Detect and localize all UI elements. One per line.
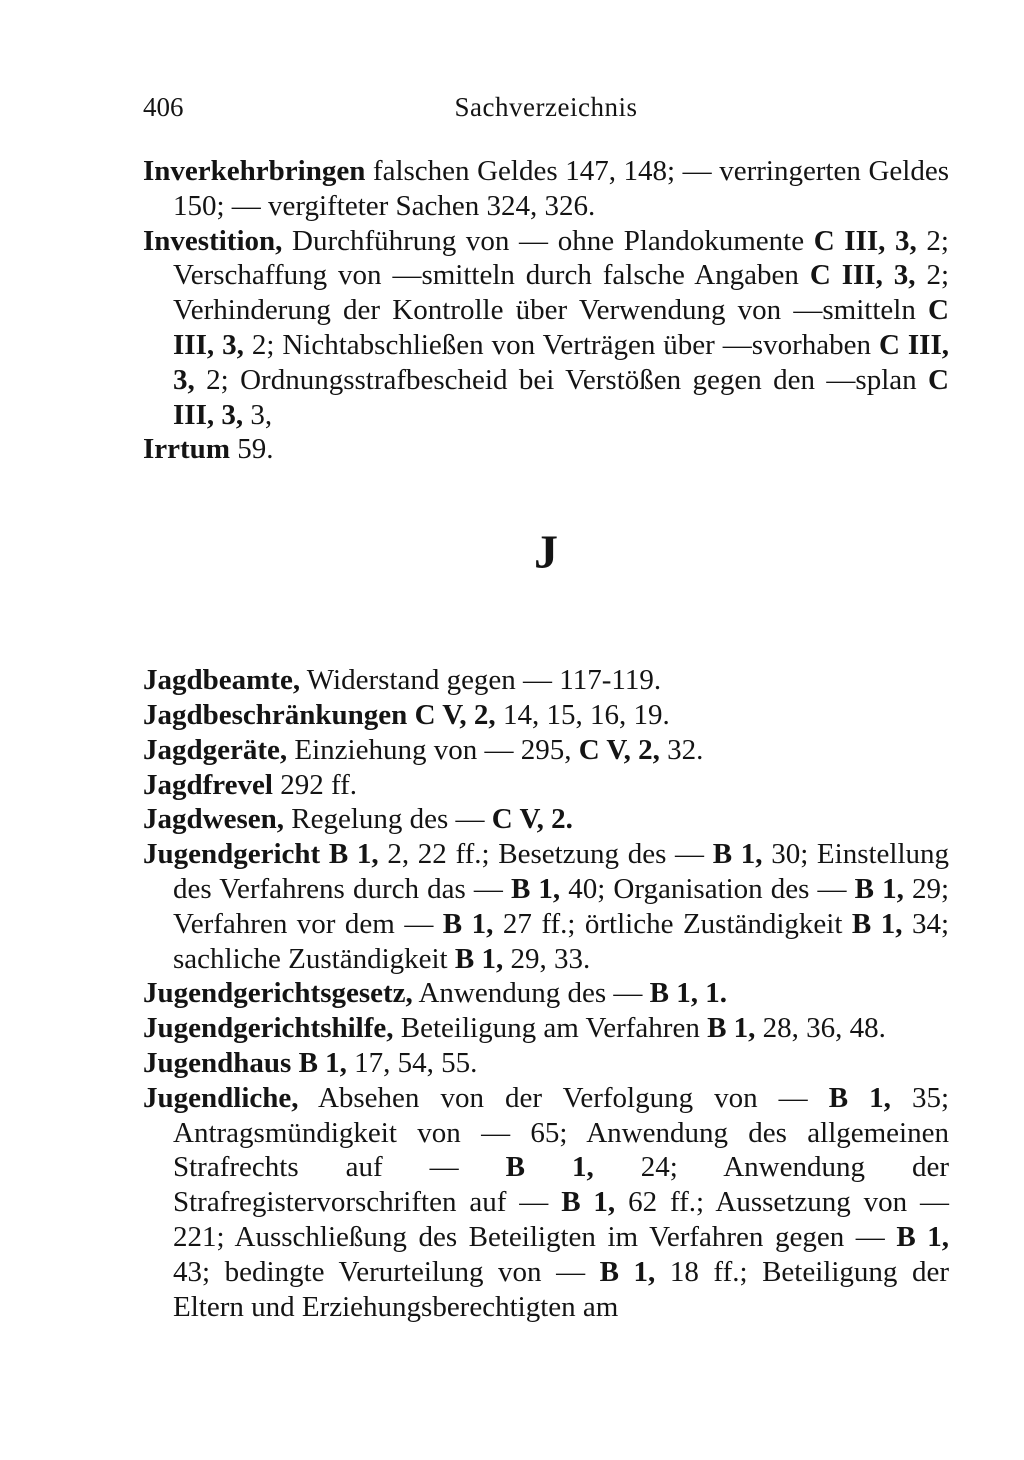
index-reference: B 1, [854,872,904,905]
index-text: 29, 33. [503,942,591,975]
index-text [407,699,414,731]
index-text: 292 ff. [272,768,357,801]
index-text: 17, 54, 55. [346,1046,478,1079]
index-reference: B 1, 1. [649,977,727,1010]
index-text: 32. [659,733,704,766]
index-entry [143,1081,949,1325]
index-text: Beteiligung am Verfahren [393,1012,708,1045]
index-text: Durchführung von — ohne Plandokumente [282,224,814,257]
index-entries-i [143,154,949,467]
index-text: falschen Geldes 147, 148; — verringerten Geldes 150; — vergifteter Sachen 324, 326. [173,155,949,222]
index-keyword: Jugendgericht [143,838,321,871]
index-entry [143,1046,949,1081]
index-text: 34; sachliche Zuständigkeit [173,907,949,975]
index-text [291,1047,298,1079]
index-reference: C III, 3, [173,328,949,396]
index-entry [143,698,949,733]
index-reference: B 1, [442,907,494,940]
index-text: 2, 22 ff.; Besetzung des — [378,838,713,871]
index-reference: B 1, [828,1081,891,1114]
index-entry [143,976,949,1011]
index-keyword: Jugendgerichtsgesetz, [143,977,413,1010]
index-reference: B 1, [599,1255,656,1288]
index-entry [143,837,949,976]
index-reference: B 1, [454,942,504,975]
index-entry [143,663,949,698]
index-reference: B 1, [851,907,903,940]
index-text: 3, [243,398,273,431]
index-entry [143,802,949,837]
index-keyword: Irrtum [143,433,230,466]
page-header [143,92,949,132]
index-keyword: Jugendgerichtshilfe, [143,1012,394,1045]
index-keyword: Jugendhaus [143,1046,292,1079]
index-entry [143,733,949,768]
index-text: Regelung des — [283,803,492,836]
index-reference: B 1, [896,1220,949,1253]
page-number: 406 [143,92,184,122]
index-reference: C V, 2, [414,698,496,731]
index-text: 2; Verschaffung von —smitteln durch falsche Angaben [173,224,949,292]
index-text: 2; Ordnungsstrafbescheid bei Verstößen gegen den —splan [194,363,929,396]
index-reference: C V, 2. [491,803,573,836]
index-text: Widerstand gegen — 117-119. [300,664,662,697]
index-reference: C III, 3, [809,259,916,292]
index-text: Einziehung von — 295, [287,733,579,766]
index-reference: B 1, [510,872,561,905]
index-reference: C V, 2, [578,733,660,766]
index-keyword: Inverkehrbringen [143,155,366,187]
index-reference: C III, 3, [173,363,949,431]
index-text: 62 ff.; Aussetzung von — 221; Ausschließung des Beteiligten im Verfahren gegen — [173,1186,950,1253]
index-keyword: Jagdbeamte, [143,664,301,697]
index-text: Absehen von der Verfolgung von — [298,1081,829,1114]
index-text: 30; Einstellung des Verfahrens durch das — [173,838,950,905]
index-text: 29; Verfahren vor dem — [173,872,950,940]
index-text: 18 ff.; Beteiligung der Eltern und Erziehungsberechtigten am [173,1255,949,1323]
index-text: 24; Anwendung der Strafregistervorschriften auf — [173,1151,949,1219]
index-text: 2; Nichtabschließen von Verträgen über —svorhaben [243,328,879,361]
index-entry [143,224,949,433]
index-text: 40; Organisation des — [560,872,855,905]
index-entry [143,1011,949,1046]
index-keyword: Jugendliche, [143,1081,299,1114]
index-text: 2; Verhinderung der Kontrolle über Verwendung von —smitteln [173,259,950,327]
index-keyword: Jagdbeschränkungen [143,698,408,731]
index-text: 59. [229,433,274,466]
index-keyword: Jagdfrevel [143,768,273,801]
index-keyword: Jagdgeräte, [143,733,288,766]
index-entry [143,768,949,803]
index-text: 28, 36, 48. [755,1012,886,1045]
index-keyword: Jagdwesen, [143,803,284,836]
index-text: 14, 15, 16, 19. [495,698,670,731]
index-page [143,92,949,1324]
index-keyword: Investition, [143,224,283,257]
index-reference: B 1, [328,838,379,871]
index-entry [143,432,949,467]
index-reference: C III, 3, [173,294,949,361]
index-text: 43; bedingte Verurteilung von — [173,1255,600,1288]
section-letter: J [534,526,558,580]
index-reference: B 1, [712,838,763,871]
index-text: 27 ff.; örtliche Zuständigkeit [493,907,852,940]
running-title: Sachverzeichnis [454,92,638,122]
index-text [320,838,329,870]
index-reference: B 1, [561,1186,616,1219]
index-text: 35; Antragsmündigkeit von — 65; Anwendung des allgemeinen Strafrechts auf — [173,1081,950,1184]
index-reference: B 1, [707,1012,756,1045]
index-entries-j [143,663,949,1324]
index-reference: B 1, [298,1046,347,1079]
index-reference: C III, 3, [813,224,917,257]
index-reference: B 1, [505,1151,594,1184]
index-entry [143,154,949,224]
index-text: Anwendung des — [412,977,650,1010]
